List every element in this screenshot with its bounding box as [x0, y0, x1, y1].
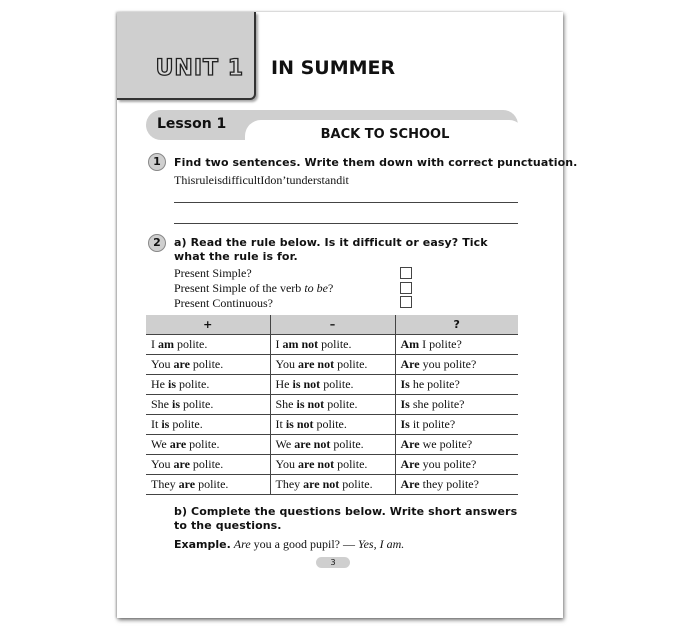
option-text: Present Simple?: [174, 266, 252, 280]
cell-verb: is: [172, 397, 181, 411]
cell-verb: are not: [294, 437, 331, 451]
exercise-1-instruction: Find two sentences. Write them down with correct punctuation.: [174, 156, 578, 169]
cell-text: It: [275, 417, 286, 431]
cell-text: polite.: [176, 377, 210, 391]
table-cell: [146, 455, 270, 475]
cell-text: polite.: [189, 357, 224, 371]
exercise-2a-instruction: a) Read the rule below. Is it difficult or easy? Tick what the rule is for.: [174, 236, 488, 263]
table-row: [146, 375, 518, 395]
unit-header-box: [117, 12, 256, 100]
cell-verb: is not: [292, 377, 321, 391]
cell-text: polite.: [169, 417, 203, 431]
header-negative: –: [270, 315, 395, 335]
cell-text: polite.: [334, 457, 368, 471]
exercise-1-number: 1: [148, 153, 166, 171]
option-text-end: ?: [327, 281, 334, 295]
table-cell: [270, 475, 395, 495]
table-cell: [146, 335, 270, 355]
cell-text: We: [151, 437, 170, 451]
cell-verb: am not: [282, 337, 319, 351]
checkbox-present-continuous[interactable]: [400, 296, 412, 308]
cell-text: polite.: [195, 477, 229, 491]
cell-verb: is not: [285, 417, 314, 431]
cell-verb: Is: [400, 417, 410, 431]
cell-text: You: [275, 357, 298, 371]
page-number: 3: [316, 557, 350, 568]
workbook-page: [117, 12, 578, 618]
cell-text: polite.: [324, 397, 358, 411]
cell-text: It: [151, 417, 162, 431]
lesson-topic-tab: [245, 120, 525, 146]
option-text-italic: to be: [304, 281, 328, 295]
table-cell: [146, 355, 270, 375]
cell-verb: Are: [400, 457, 420, 471]
cell-text: polite.: [334, 357, 368, 371]
lesson-topic: BACK TO SCHOOL: [320, 127, 450, 142]
cell-verb: are: [178, 477, 196, 491]
header-affirmative: +: [146, 315, 270, 335]
table-cell: [146, 435, 270, 455]
cell-verb: is: [161, 417, 170, 431]
option-present-simple: [174, 266, 252, 281]
cell-text: polite.: [174, 337, 208, 351]
cell-text: She: [275, 397, 297, 411]
cell-verb: are not: [297, 357, 335, 371]
cell-text: They: [275, 477, 304, 491]
cell-text: polite.: [186, 437, 220, 451]
exercise-1-text: ThisruleisdifficultIdon’tunderstandit: [174, 173, 349, 187]
table-cell: [270, 335, 395, 355]
table-cell: [395, 355, 518, 375]
cell-text: polite.: [318, 337, 352, 351]
cell-text: I: [275, 337, 283, 351]
table-cell: [395, 395, 518, 415]
cell-verb: Am: [400, 337, 420, 351]
option-text: Present Simple of the verb: [174, 281, 305, 295]
cell-text: he polite?: [409, 377, 460, 391]
cell-text: polite.: [313, 417, 347, 431]
table-row: [146, 435, 518, 455]
checkbox-present-simple[interactable]: [400, 267, 412, 279]
table-cell: [270, 435, 395, 455]
option-present-continuous: [174, 296, 273, 311]
example-answer: Yes, I am.: [358, 537, 405, 551]
table-cell: [146, 375, 270, 395]
header-question: ?: [395, 315, 518, 335]
cell-text: I: [151, 337, 158, 351]
cell-text: you polite?: [419, 357, 477, 371]
table-cell: [395, 375, 518, 395]
table-cell: [270, 375, 395, 395]
table-row: [146, 415, 518, 435]
cell-text: polite.: [330, 437, 364, 451]
unit-label: UNIT 1: [155, 56, 244, 81]
checkbox-present-simple-to-be[interactable]: [400, 282, 412, 294]
cell-text: polite.: [180, 397, 214, 411]
cell-verb: Are: [400, 437, 420, 451]
cell-verb: Is: [400, 397, 410, 411]
cell-text: We: [275, 437, 295, 451]
cell-text: You: [151, 357, 174, 371]
cell-text: you polite?: [419, 457, 477, 471]
cell-verb: Are: [400, 357, 420, 371]
cell-verb: are: [173, 357, 190, 371]
cell-text: They: [151, 477, 179, 491]
cell-text: You: [275, 457, 298, 471]
option-text: Present Continuous?: [174, 296, 273, 310]
cell-text: polite.: [339, 477, 373, 491]
example-label: Example.: [174, 538, 231, 551]
cell-verb: are: [173, 457, 190, 471]
table-row: [146, 355, 518, 375]
exercise-2-number: 2: [148, 234, 166, 252]
table-cell: [395, 435, 518, 455]
example-question-verb: Are: [233, 537, 251, 551]
cell-verb: is not: [296, 397, 325, 411]
cell-verb: am: [158, 337, 174, 351]
cell-text: polite.: [189, 457, 224, 471]
table-cell: [395, 335, 518, 355]
cell-text: they polite?: [419, 477, 479, 491]
cell-text: He: [151, 377, 168, 391]
table-cell: [395, 475, 518, 495]
table-cell: [395, 415, 518, 435]
cell-verb: are not: [297, 457, 335, 471]
cell-text: She: [151, 397, 172, 411]
table-cell: [270, 395, 395, 415]
cell-text: she polite?: [409, 397, 465, 411]
table-cell: [146, 395, 270, 415]
table-row: [146, 395, 518, 415]
cell-verb: are not: [303, 477, 340, 491]
table-row: [146, 335, 518, 355]
cell-text: we polite?: [419, 437, 473, 451]
cell-verb: Are: [400, 477, 420, 491]
cell-verb: are: [169, 437, 187, 451]
option-present-simple-to-be: [174, 281, 333, 296]
cell-verb: Is: [400, 377, 410, 391]
table-cell: [270, 355, 395, 375]
answer-line-1[interactable]: [174, 202, 518, 203]
table-cell: [270, 415, 395, 435]
table-row: [146, 455, 518, 475]
table-cell: [146, 415, 270, 435]
cell-text: He: [275, 377, 293, 391]
cell-text: I polite?: [419, 337, 462, 351]
cell-text: You: [151, 457, 174, 471]
cell-verb: is: [168, 377, 177, 391]
grammar-table: [146, 315, 518, 495]
answer-line-2[interactable]: [174, 223, 518, 224]
exercise-2b-instruction: b) Complete the questions below. Write short answers to the questions.: [174, 505, 518, 532]
example-question: you a good pupil? —: [250, 537, 358, 551]
table-cell: [270, 455, 395, 475]
example-line: [174, 537, 404, 552]
table-row: [146, 475, 518, 495]
cell-text: polite.: [320, 377, 354, 391]
table-cell: [395, 455, 518, 475]
cell-text: it polite?: [409, 417, 456, 431]
unit-title: IN SUMMER: [271, 57, 396, 79]
table-cell: [146, 475, 270, 495]
lesson-label: Lesson 1: [157, 116, 227, 132]
